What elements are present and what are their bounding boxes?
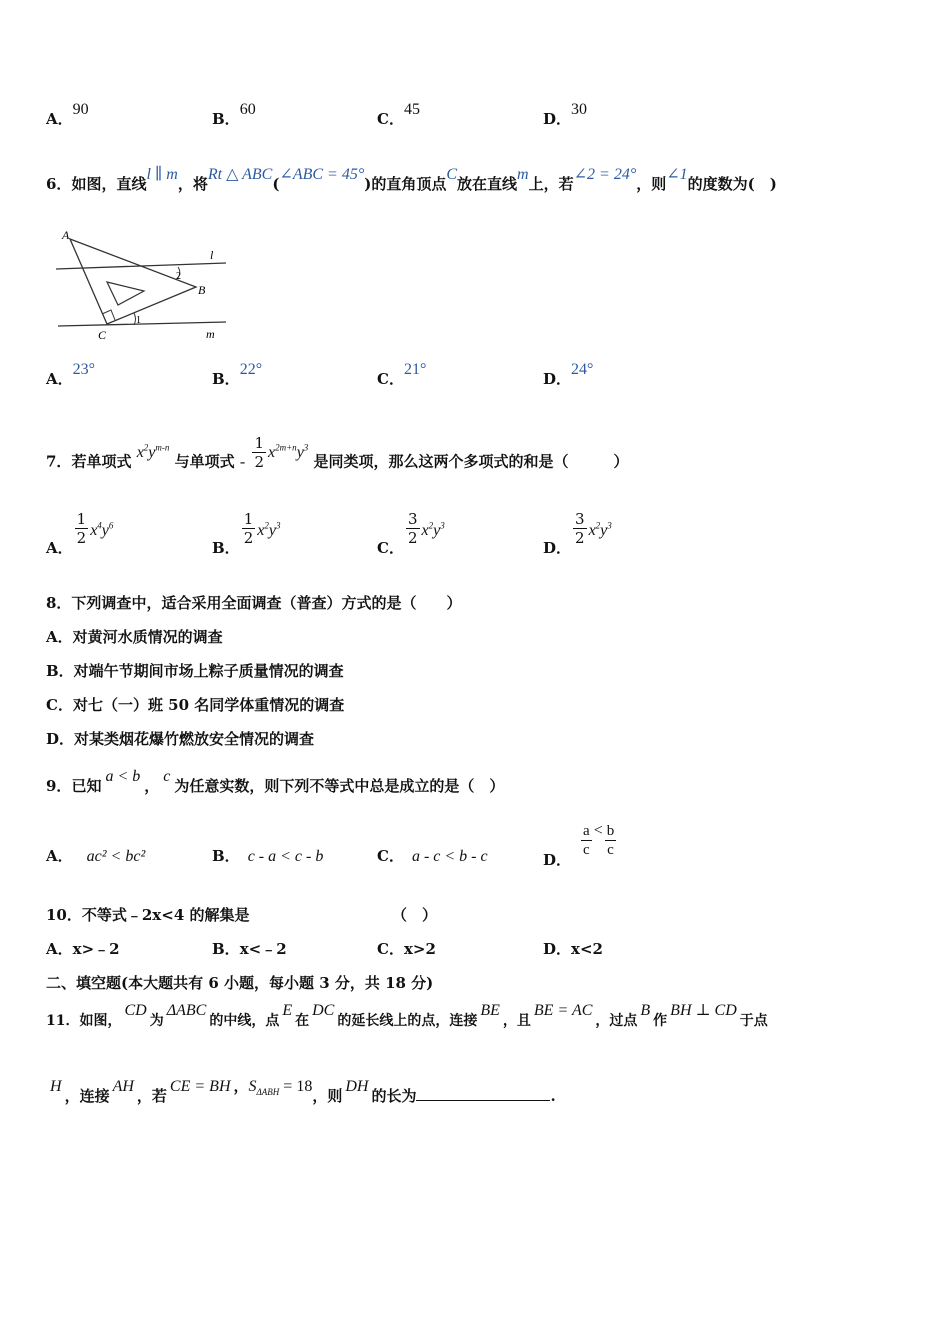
- q6-figure: [50, 225, 235, 345]
- q9-option-a: A． ac² < bc²: [46, 847, 146, 865]
- q7-monomial-1: $x^2y^{m-n}$: [136, 442, 170, 461]
- q11-answer-blank[interactable]: [416, 1086, 550, 1101]
- q7-option-c: C． $\frac{3}{2}$ $x^2y^3$: [377, 510, 445, 557]
- label-2: 2: [176, 271, 181, 282]
- q7-stem: 7．若单项式 $x^2y^{m-n}$ 与单项式 - $\frac{1}{2}$ $x^{2m+n}y^3$ 是同类项，那么这两个多项式的和是（ ）: [46, 434, 629, 471]
- q6-option-c: C．21°: [377, 361, 427, 388]
- q11-stem-line-1: 11．如图，CD为ΔABC的中线，点E在DC的延长线上的点，连接BE，且BE = AC，过点B作BH ⊥ CD于点: [46, 1002, 768, 1029]
- q7-monomial-2: $x^{2m+n}y^3$: [268, 442, 309, 461]
- q9-option-d: D． $\frac{a}{c}$ < $\frac{b}{c}$: [543, 821, 615, 869]
- q10-stem: 10．不等式﹣2x<4 的解集是 （ ）: [46, 906, 437, 924]
- q8-stem: 8．下列调查中，适合采用全面调查（普查）方式的是（ ）: [46, 594, 462, 612]
- label-1: 1: [136, 315, 141, 326]
- q10-option-c: C．x>2: [377, 940, 436, 958]
- q7-option-b: B． $\frac{1}{2}$ $x^2y^3$: [212, 510, 281, 557]
- q6-stem: 6．如图，直线l ∥ m，将Rt △ ABC(∠ABC = 45°)的直角顶点C放在直线m上，若∠2 = 24°，则∠1的度数为( ): [46, 166, 777, 193]
- q6-option-b: B．22°: [212, 361, 263, 388]
- q8-option-b: B．对端午节期间市场上粽子质量情况的调查: [46, 662, 344, 680]
- q5-option-d: D．30: [543, 101, 588, 128]
- q9-stem: 9．已知a < b，c为任意实数，则下列不等式中总是成立的是（ ）: [46, 768, 505, 795]
- q7-option-d: D． $\frac{3}{2}$ $x^2y^3$: [543, 510, 612, 557]
- q10-option-a: A．x>﹣2: [46, 940, 120, 958]
- q10-option-d: D．x<2: [543, 940, 603, 958]
- q9-option-b: B． c - a < c - b: [212, 847, 324, 865]
- label-m: m: [206, 327, 215, 341]
- q8-option-d: D．对某类烟花爆竹燃放安全情况的调查: [46, 730, 315, 748]
- q11-stem-line-2: H，连接AH，若CE = BH ，$S_{\Delta ABH} = 18$，则DH的长为 .: [50, 1077, 556, 1105]
- q8-option-c: C．对七（一）班 50 名同学体重情况的调查: [46, 696, 345, 714]
- label-c: C: [98, 328, 107, 342]
- q7-fraction: $\frac{1}{2}$: [254, 434, 264, 471]
- section-2-heading: 二、填空题(本大题共有 6 小题，每小题 3 分，共 18 分): [46, 974, 434, 992]
- inner-triangle: [107, 282, 144, 305]
- q5-option-b: B．60: [212, 101, 256, 128]
- q6-option-d: D．24°: [543, 361, 594, 388]
- label-a: A: [62, 228, 70, 242]
- q8-option-a: A．对黄河水质情况的调查: [46, 628, 223, 646]
- line-m: [58, 322, 226, 326]
- q7-option-a: A． $\frac{1}{2}$ $x^4y^6$: [46, 510, 114, 557]
- q10-option-b: B．x<﹣2: [212, 940, 287, 958]
- q9-option-c: C． a - c < b - c: [377, 847, 488, 865]
- label-b: B: [198, 283, 206, 297]
- label-l: l: [210, 248, 214, 262]
- q5-option-c: C．45: [377, 101, 420, 128]
- q5-option-a: A．90: [46, 101, 89, 128]
- q6-option-a: A．23°: [46, 361, 96, 388]
